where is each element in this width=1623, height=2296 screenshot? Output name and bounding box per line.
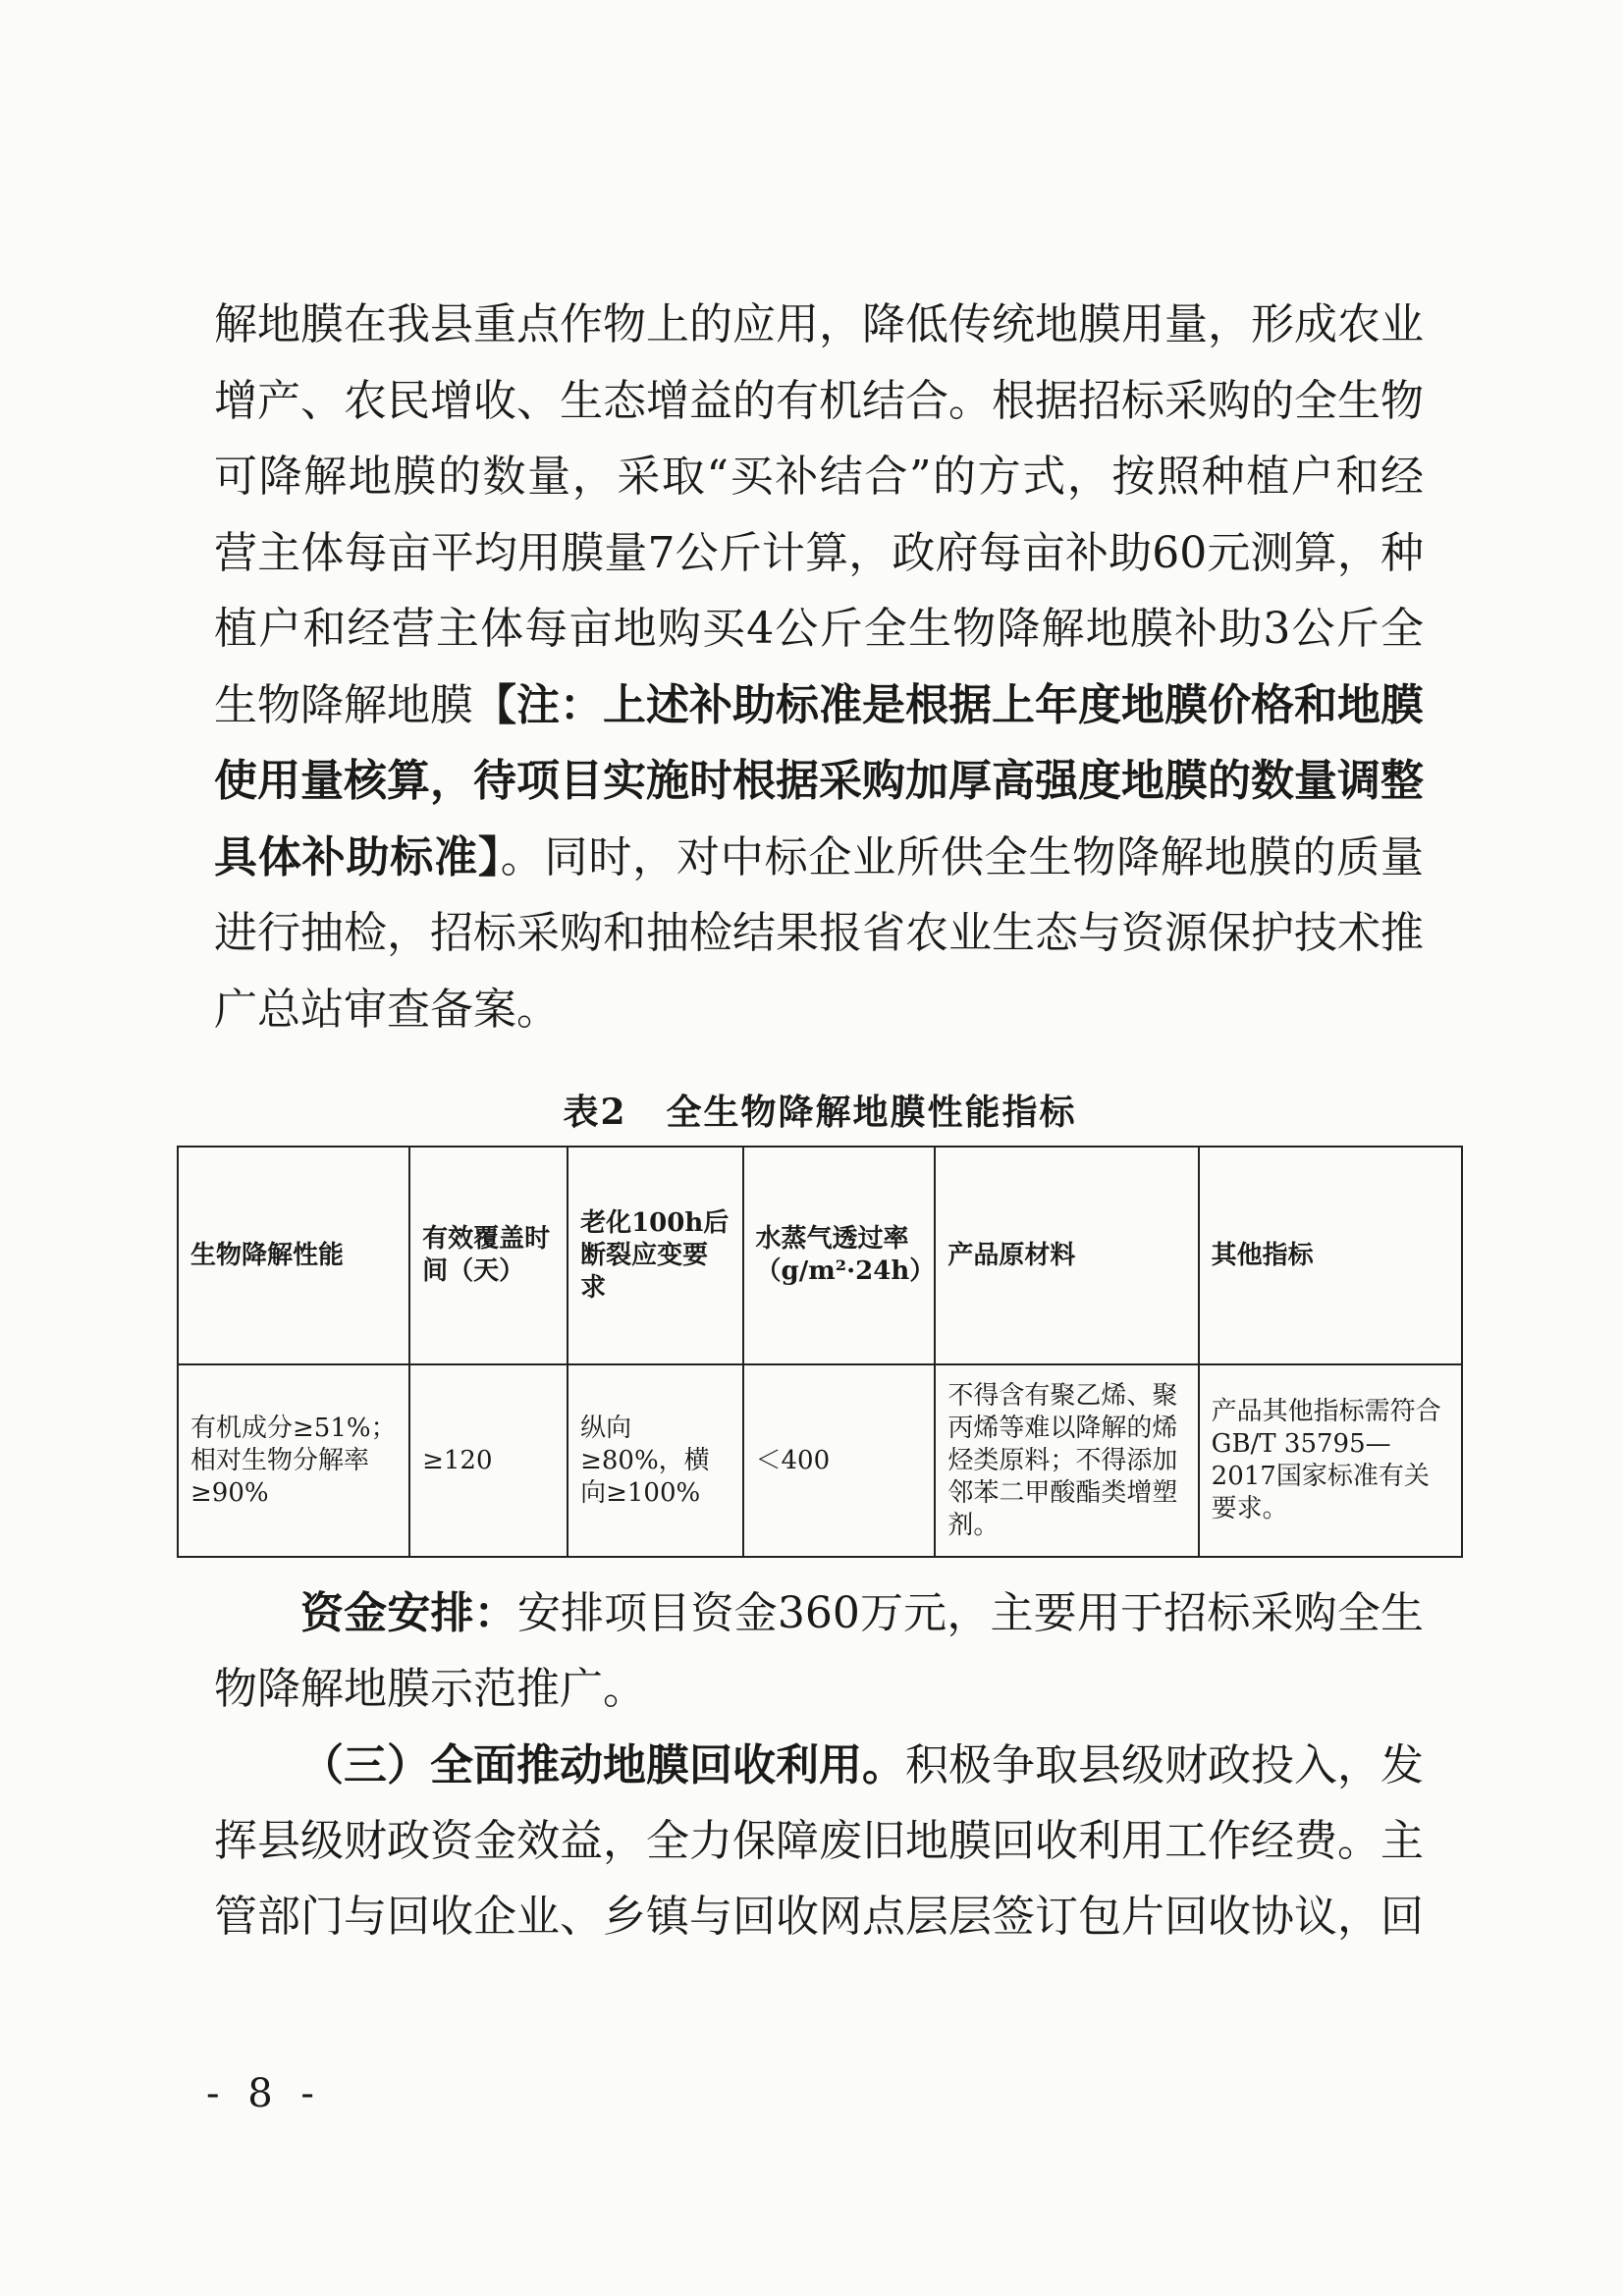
table-caption-number: 表2: [563, 1092, 627, 1133]
header-aging-strain: 老化100h后断裂应变要求: [568, 1147, 742, 1364]
cell-coverage-time: ≥120: [409, 1364, 568, 1557]
cell-vapor-transmission: ＜400: [743, 1364, 936, 1557]
header-other-indicators: 其他指标: [1199, 1147, 1462, 1364]
funding-text: 安排项目资金360万元，主要用于招标采购全生物降解地膜示范推广。: [214, 1588, 1425, 1714]
cell-raw-materials: 不得含有聚乙烯、聚丙烯等难以降解的烯烃类原料；不得添加邻苯二甲酸酯类增塑剂。: [935, 1364, 1198, 1557]
subsidy-note: 【注：上述补助标准是根据上年度地膜价格和地膜使用量核算，待项目实施时根据采购加厚高强度地膜的数量调整具体补助标准】: [214, 679, 1424, 882]
cell-aging-strain: 纵向≥80%，横向≥100%: [568, 1364, 742, 1557]
header-biodegradability: 生物降解性能: [178, 1147, 409, 1364]
header-vapor-transmission: 水蒸气透过率（g/m²·24h）: [743, 1147, 936, 1364]
performance-table: [177, 1146, 1463, 1558]
table-caption: [177, 1085, 1463, 1135]
table-header-row: [178, 1147, 1462, 1364]
body-paragraph: [214, 287, 1424, 1047]
section3-text: 积极争取县级财政投入，发挥县级财政资金效益，全力保障废旧地膜回收利用工作经费。主管部门与回收企业、乡镇与回收网点层层签订包片回收协议，回: [214, 1740, 1424, 1942]
cell-other-indicators: 产品其他指标需符合GB/T 35795—2017国家标准有关要求。: [1199, 1364, 1462, 1557]
header-raw-materials: 产品原材料: [935, 1147, 1198, 1364]
paragraph-text-end: 。同时，对中标企业所供全生物降解地膜的质量进行抽检，招标采购和抽检结果报省农业生态与资源保护技术推广总站审查备案。: [214, 831, 1424, 1035]
table-caption-title: 全生物降解地膜性能指标: [666, 1092, 1077, 1133]
cell-biodegradability: 有机成分≥51%；相对生物分解率≥90%: [178, 1364, 409, 1557]
table-row: [178, 1364, 1462, 1557]
funding-paragraph: [214, 1575, 1424, 1727]
section3-heading: （三）全面推动地膜回收利用。: [300, 1740, 905, 1790]
page-number: - 8 -: [206, 2071, 322, 2116]
paragraph-text: 解地膜在我县重点作物上的应用，降低传统地膜用量，形成农业增产、农民增收、生态增益的有机结合。根据招标采购的全生物可降解地膜的数量，采取“买补结合”的方式，按照种植户和经营主体每亩平均用膜量7公斤计算，政府每亩补助60元测算，种植户和经营主体每亩地购买4公斤全生物降解地膜补助3公斤全生物降解地膜: [214, 299, 1424, 730]
funding-label: 资金安排：: [300, 1588, 517, 1638]
section3-paragraph: [214, 1728, 1424, 1954]
header-coverage-time: 有效覆盖时间（天）: [409, 1147, 568, 1364]
